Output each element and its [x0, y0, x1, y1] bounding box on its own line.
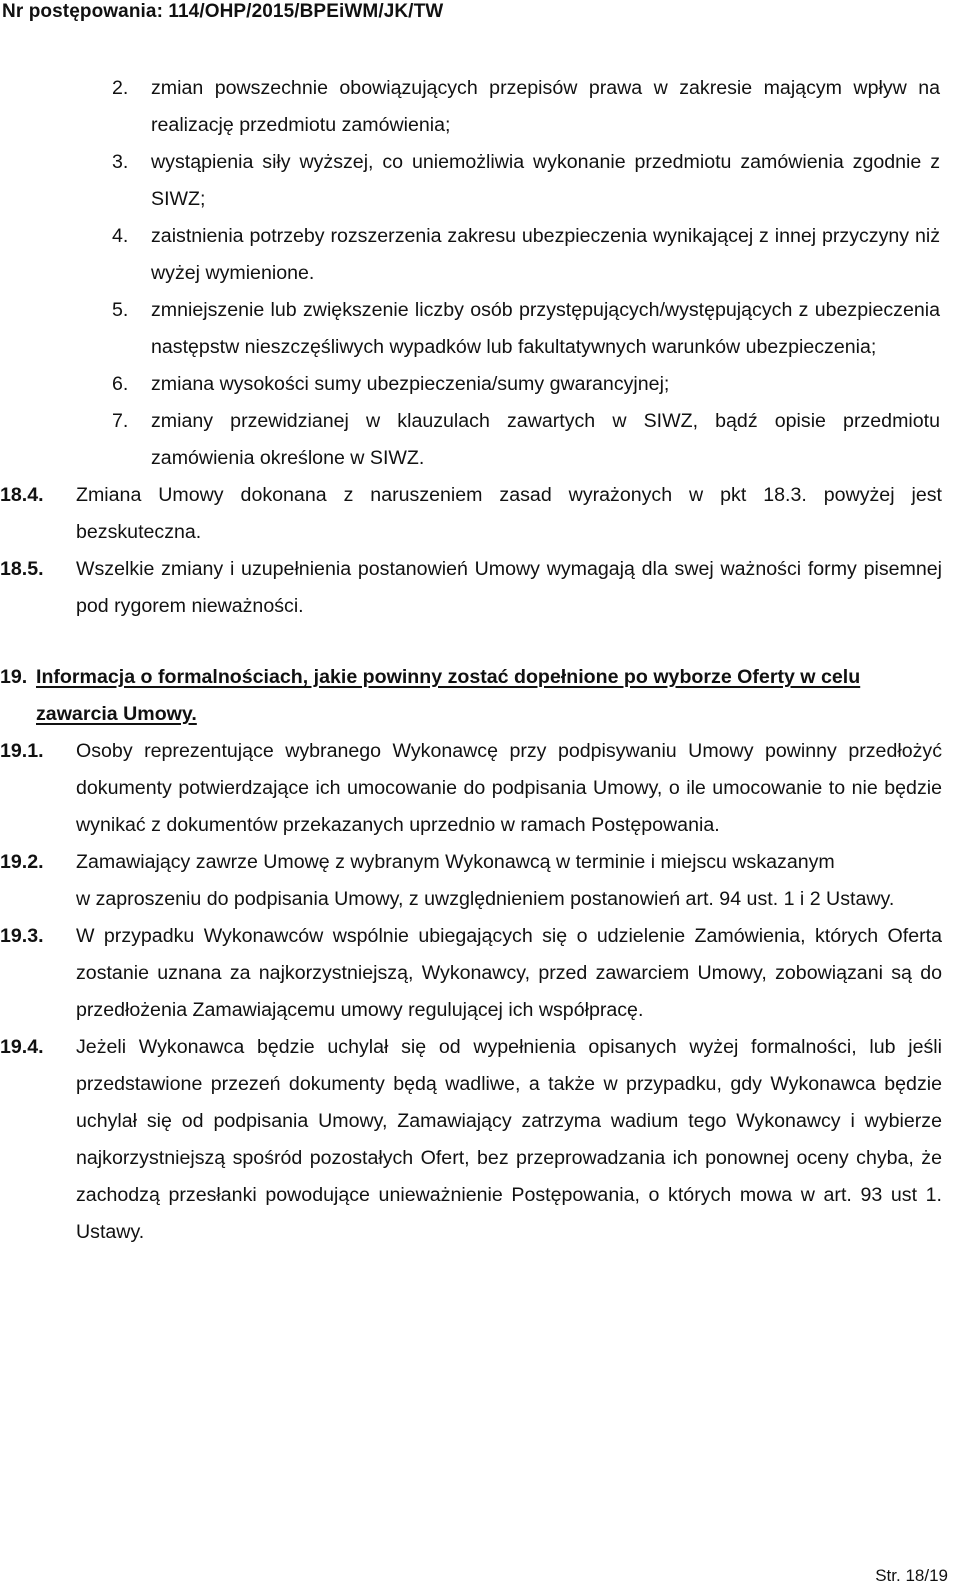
section-text: W przypadku Wykonawców wspólnie ubiegających się o udzielenie Zamówienia, których Oferta zostanie uznana za najkorzystniejszą, Wykonawcy, przed zawarciem Umowy, zobowiązani są do przedłożenia Zamawiającemu umowy regulującej ich współpracę. — [76, 925, 942, 1021]
section-heading-text: Informacja o formalnościach, jakie powinny zostać dopełnione po wyborze Oferty w celu zawarcia Umowy. — [36, 666, 861, 725]
spacer — [0, 625, 960, 659]
list-item — [0, 70, 960, 144]
section-text: Osoby reprezentujące wybranego Wykonawcę przy podpisywaniu Umowy powinny przedłożyć dokumenty potwierdzające ich umocowanie do podpisania Umowy, o ile umocowanie to nie będzie wynikać z dokumentów przekazanych uprzednio w ramach Postępowania. — [76, 740, 942, 836]
section-text-part: w zaproszeniu do podpisania Umowy, z uwzględnieniem postanowień art. 94 ust. 1 i 2 Ustawy. — [76, 888, 895, 910]
section-number: 19.3. — [0, 925, 44, 947]
document-header: Nr postępowania: 114/OHP/2015/BPEiWM/JK/TW — [2, 1, 444, 22]
section-number: 18.4. — [0, 484, 44, 506]
section-number: 19. — [0, 666, 28, 688]
list-item — [0, 292, 960, 366]
section-18-5 — [0, 551, 960, 625]
list-item-number: 7. — [112, 410, 129, 432]
section-18-4 — [0, 477, 960, 551]
section-text-part: Zamawiający zawrze Umowę z wybranym Wykonawcą w terminie i miejscu wskazanym — [76, 851, 835, 873]
page-number: Str. 18/19 — [875, 1566, 948, 1585]
list-item-text: zmniejszenie lub zwiększenie liczby osób przystępujących/występujących z ubezpieczenia następstw nieszczęśliwych wypadków lub fakultatywnych warunków ubezpieczenia; — [151, 299, 940, 358]
list-item — [0, 144, 960, 218]
section-19-1 — [0, 733, 960, 844]
list-item-text: wystąpienia siły wyższej, co uniemożliwia wykonanie przedmiotu zamówienia zgodnie z SIWZ; — [151, 151, 940, 210]
list-item-number: 5. — [112, 299, 129, 321]
section-19-2 — [0, 844, 960, 918]
list-item-number: 6. — [112, 373, 129, 395]
list-item-number: 2. — [112, 77, 129, 99]
section-19-heading — [0, 659, 960, 733]
list-item-number: 4. — [112, 225, 129, 247]
list-item-number: 3. — [112, 151, 129, 173]
document-body — [0, 70, 960, 1251]
section-text: Zmiana Umowy dokonana z naruszeniem zasad wyrażonych w pkt 18.3. powyżej jest bezskuteczna. — [76, 484, 942, 543]
list-item — [0, 366, 960, 403]
list-item-text: zmian powszechnie obowiązujących przepisów prawa w zakresie mającym wpływ na realizację przedmiotu zamówienia; — [151, 77, 940, 136]
list-item-text: zaistnienia potrzeby rozszerzenia zakresu ubezpieczenia wynikającej z innej przyczyny niż wyżej wymienione. — [151, 225, 940, 284]
section-number: 19.1. — [0, 740, 44, 762]
list-item — [0, 218, 960, 292]
section-number: 18.5. — [0, 558, 44, 580]
list-item-text: zmiany przewidzianej w klauzulach zawartych w SIWZ, bądź opisie przedmiotu zamówienia określone w SIWZ. — [151, 410, 940, 469]
section-19-3 — [0, 918, 960, 1029]
section-19-4 — [0, 1029, 960, 1251]
section-text: Jeżeli Wykonawca będzie uchylał się od wypełnienia opisanych wyżej formalności, lub jeśli przedstawione przezeń dokumenty będą wadliwe, a także w przypadku, gdy Wykonawca będzie uchylał się od podpisania Umowy, Zamawiający zatrzyma wadium tego Wykonawcy i wybierze najkorzystniejszą spośród pozostałych Ofert, bez przeprowadzania ich ponownej oceny chyba, że zachodzą przesłanki powodujące unieważnienie Postępowania, o których mowa w art. 93 ust 1. Ustawy. — [76, 1036, 942, 1243]
list-item — [0, 403, 960, 477]
section-text: Wszelkie zmiany i uzupełnienia postanowień Umowy wymagają dla swej ważności formy pisemnej pod rygorem nieważności. — [76, 558, 942, 617]
section-number: 19.2. — [0, 851, 44, 873]
list-item-text: zmiana wysokości sumy ubezpieczenia/sumy gwarancyjnej; — [151, 373, 670, 395]
section-number: 19.4. — [0, 1036, 44, 1058]
